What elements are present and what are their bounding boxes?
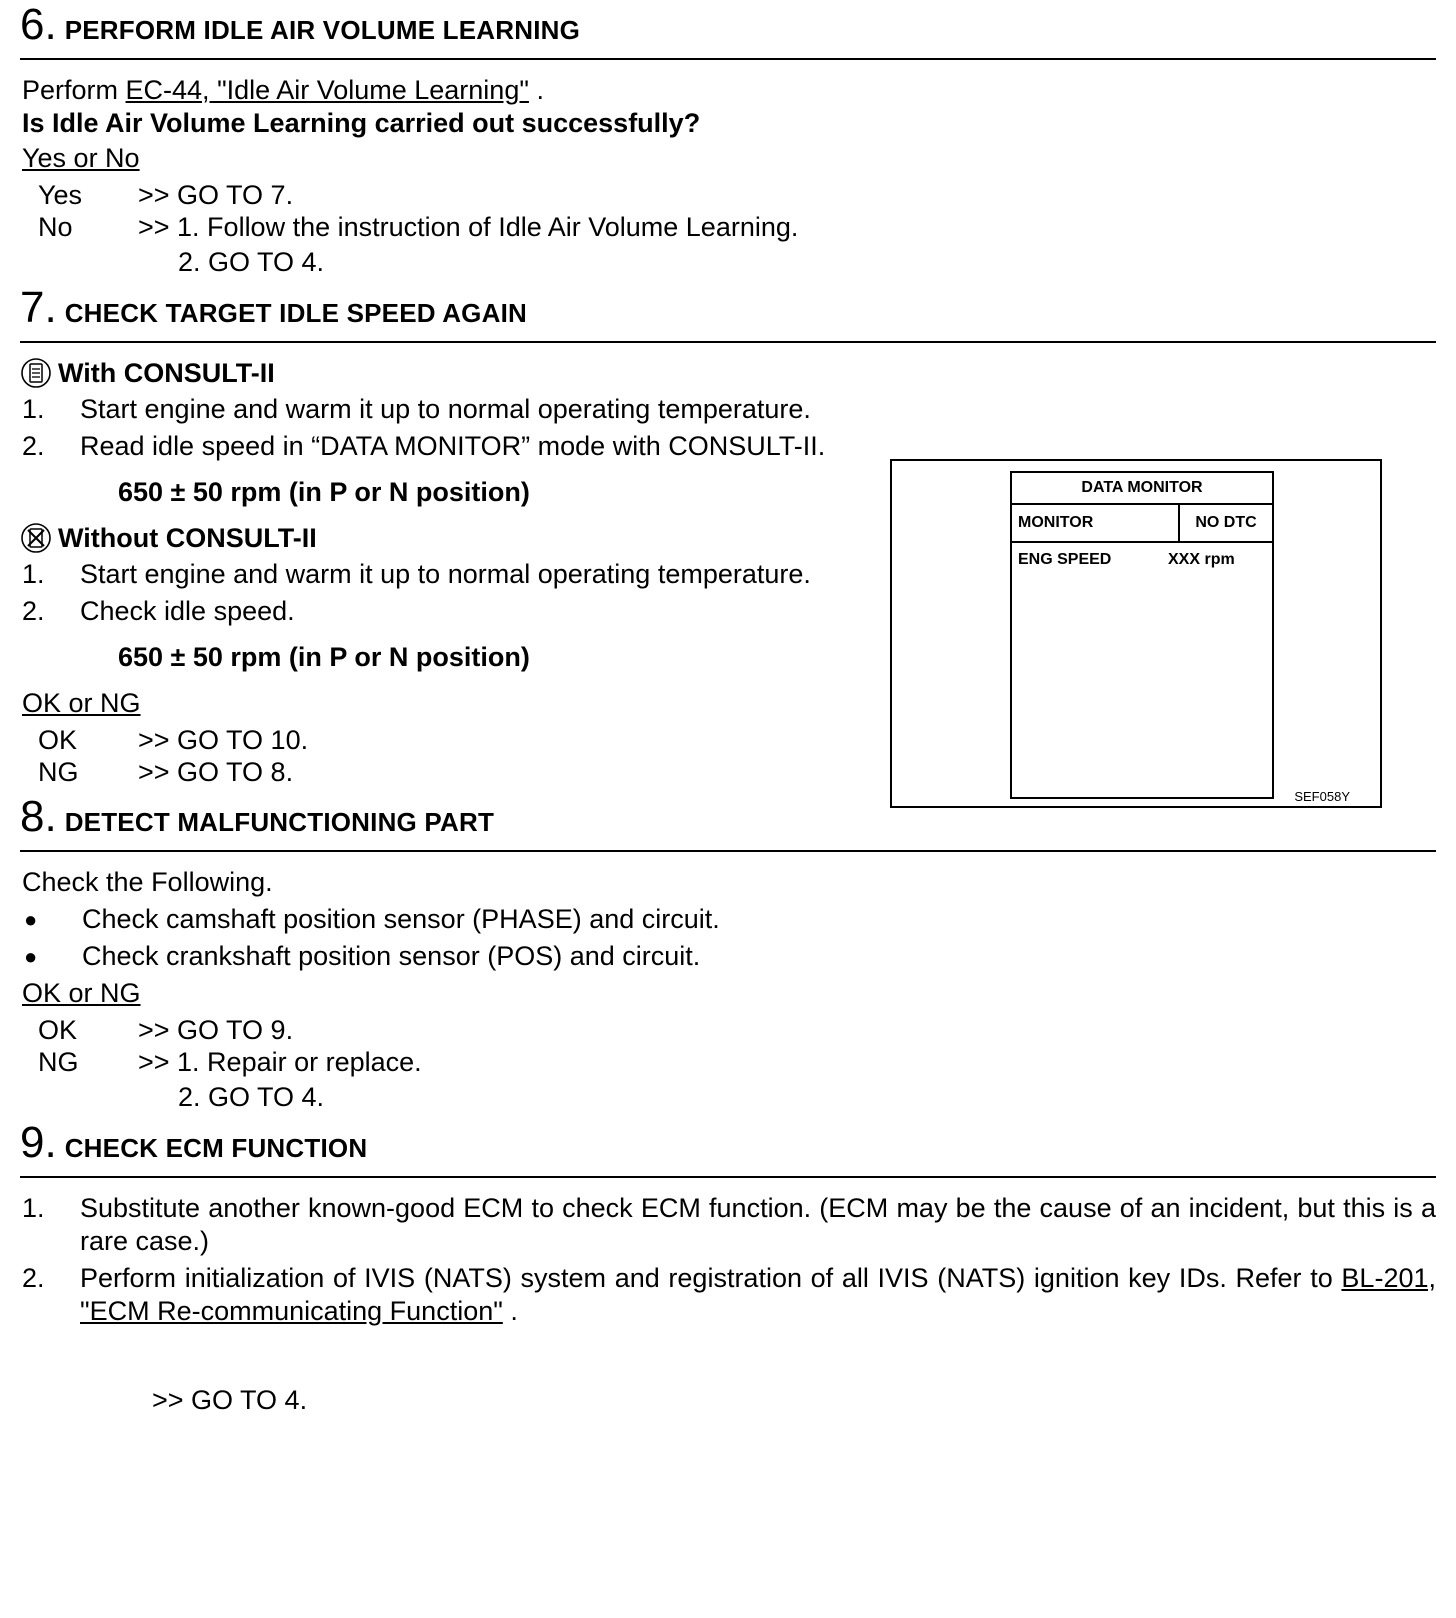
step-9-header — [20, 1118, 1436, 1178]
answer-no — [20, 211, 1436, 243]
answer-value: >> GO TO 10. — [138, 725, 309, 755]
monitor-header-row — [1012, 505, 1272, 543]
choice-label: Yes or No — [22, 143, 140, 173]
step-8 — [20, 792, 1436, 1116]
list-item-text: Substitute another known-good ECM to check ECM function. (ECM may be the cause of an incident, but this is a rare case.) — [80, 1193, 1436, 1256]
step-title: CHECK ECM FUNCTION — [64, 1133, 368, 1163]
step-number: 6. — [20, 0, 57, 49]
answer-key: OK — [38, 725, 78, 755]
no-consult-icon — [20, 522, 52, 554]
idle-speed-spec: 650 ± 50 rpm (in P or N position) — [118, 477, 530, 507]
bullet-icon: ● — [24, 944, 38, 969]
step-6 — [20, 0, 1436, 281]
step-9 — [20, 1118, 1436, 1416]
with-consult-heading — [20, 357, 1436, 389]
answer-ok — [20, 1014, 1436, 1046]
intro-text: Check the Following. — [22, 867, 273, 897]
with-consult-title: With CONSULT-II — [58, 357, 275, 388]
answer-ng — [20, 1046, 1436, 1078]
step-7-header — [20, 283, 1436, 343]
answer-key: NG — [38, 757, 79, 787]
final-goto — [20, 1384, 1436, 1416]
without-consult-title: Without CONSULT-II — [58, 522, 317, 553]
list-item-text: Start engine and warm it up to normal operating temperature. — [80, 394, 811, 424]
monitor-item-label: ENG SPEED — [1018, 551, 1112, 568]
goto-text: >> GO TO 4. — [152, 1385, 308, 1415]
list-item-text: Check idle speed. — [80, 596, 295, 626]
list-item-text: Start engine and warm it up to normal operating temperature. — [80, 559, 811, 589]
bullet-text: Check crankshaft position sensor (POS) and circuit. — [82, 941, 701, 971]
bullet-icon: ● — [24, 907, 38, 932]
step-number: 9. — [20, 1118, 57, 1167]
bullet-text: Check camshaft position sensor (PHASE) and circuit. — [82, 904, 720, 934]
ecm-recommunicating-link[interactable]: BL-201, "ECM Re-communicating Function" — [80, 1263, 1436, 1326]
list-item: 1. Start engine and warm it up to normal operating temperature. — [20, 393, 1436, 426]
data-monitor-screen — [1010, 471, 1274, 799]
question: Is Idle Air Volume Learning carried out successfully? — [22, 108, 701, 138]
answer-value: >> 1. Repair or replace. — [138, 1047, 422, 1077]
answer-key: OK — [38, 1015, 78, 1045]
item-text: Perform initialization of IVIS (NATS) system and registration of all IVIS (NATS) ignition key IDs. Refer to — [80, 1263, 1342, 1293]
bullet-item — [20, 940, 1436, 973]
list-item-text: Read idle speed in “DATA MONITOR” mode with CONSULT-II. — [80, 431, 826, 461]
consult-icon — [20, 357, 52, 389]
figure-id: SEF058Y — [1294, 789, 1350, 804]
step-title: CHECK TARGET IDLE SPEED AGAIN — [64, 298, 527, 328]
data-monitor-figure — [890, 459, 1382, 808]
monitor-data-row — [1012, 543, 1272, 569]
list-item: 2. Read idle speed in “DATA MONITOR” mode with CONSULT-II. — [20, 430, 1436, 463]
answer-key: NG — [38, 1047, 79, 1077]
bullet-item — [20, 903, 1436, 936]
list-item: 2. Check idle speed. — [20, 595, 1436, 628]
monitor-item-value: XXX rpm — [1168, 551, 1235, 568]
step-number: 7. — [20, 283, 57, 332]
monitor-col-label: MONITOR — [1012, 505, 1180, 541]
list-item-text — [80, 1262, 1436, 1328]
step-number: 8. — [20, 792, 57, 841]
item-suffix: . — [502, 1296, 518, 1326]
perform-prefix: Perform — [22, 75, 126, 105]
answer-key: No — [38, 212, 73, 242]
answer-value: >> 1. Follow the instruction of Idle Air Volume Learning. — [138, 212, 799, 242]
answer-continuation: 2. GO TO 4. — [178, 1082, 325, 1112]
monitor-status: NO DTC — [1195, 514, 1257, 531]
list-item: 1. Start engine and warm it up to normal operating temperature. — [20, 558, 1436, 591]
answer-continuation: 2. GO TO 4. — [178, 247, 325, 277]
idle-air-volume-link[interactable]: EC-44, "Idle Air Volume Learning" — [125, 75, 529, 105]
list-item: 1. Substitute another known-good ECM to check ECM function. (ECM may be the cause of an incident, but this is a rare case.) — [22, 1193, 1436, 1256]
answer-value: >> GO TO 7. — [138, 180, 294, 210]
answer-value: >> GO TO 9. — [138, 1015, 294, 1045]
choice-label: OK or NG — [22, 978, 141, 1008]
monitor-title: DATA MONITOR — [1012, 473, 1272, 505]
answer-yes — [20, 179, 1436, 211]
answer-key: Yes — [38, 180, 83, 210]
step-title: PERFORM IDLE AIR VOLUME LEARNING — [64, 15, 581, 45]
choice-label: OK or NG — [22, 688, 141, 718]
answer-value: >> GO TO 8. — [138, 757, 294, 787]
step-title: DETECT MALFUNCTIONING PART — [64, 807, 495, 837]
idle-speed-spec: 650 ± 50 rpm (in P or N position) — [118, 642, 530, 672]
perform-line — [22, 74, 1436, 107]
list-item: 2. Perform initialization of IVIS (NATS) system and registration of all IVIS (NATS) ignition key IDs. Refer to BL-201, "ECM Re-communicating Function" . — [22, 1263, 1436, 1326]
step-6-header — [20, 0, 1436, 60]
perform-suffix: . — [528, 75, 544, 105]
